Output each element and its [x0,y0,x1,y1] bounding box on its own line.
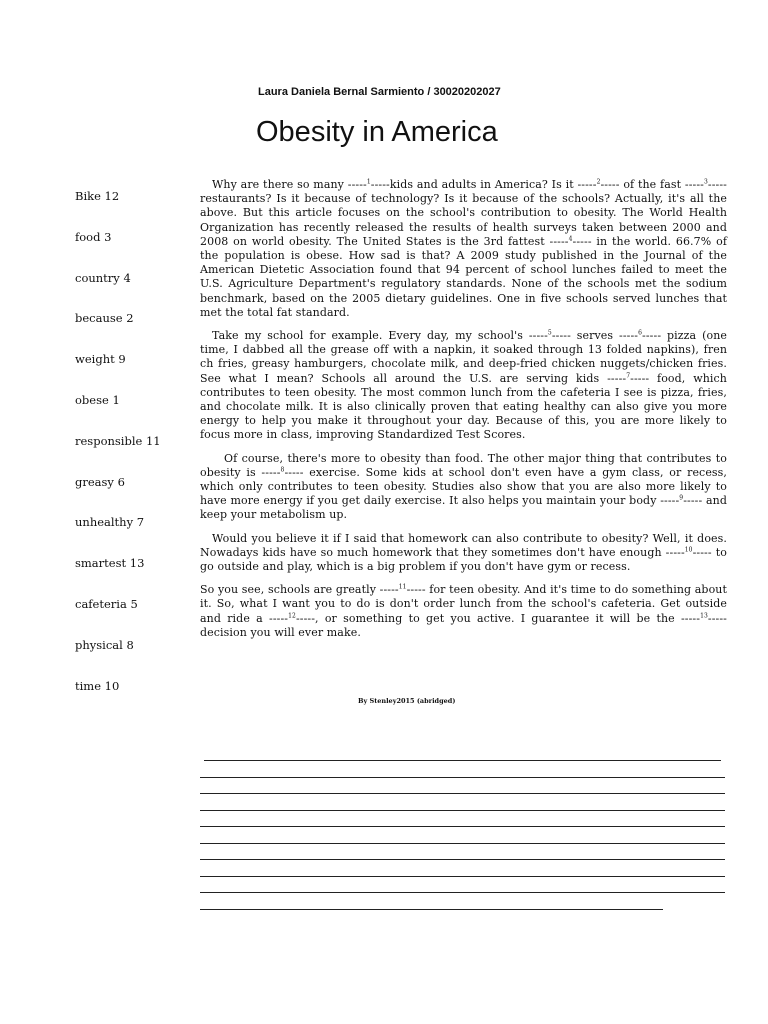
paragraph-text: Would you believe it if I said that homework can also contribute to obesity? Well, it does. Nowadays kids have so much homework that they sometimes don't have enough ----- [200,531,727,559]
blank-number: 11 [398,583,407,591]
blank-number: 6 [638,329,643,337]
paragraph-text: ----- restaurants? Is it because of technology? Is it because of the schools? Actually, it's all the above. But this article focuses on the school's contribution to obesity. The World Health Organization has recently released the results of health surveys taken between 2000 and 2008 on world obesity. The United States is the 3rd fattest ----- [200,178,727,248]
word-bank-item: because 2 [75,311,134,326]
word-bank-item: obese 1 [75,392,120,407]
article-paragraph [200,532,727,575]
writing-line [200,777,725,778]
paragraph-text: ----- for teen obesity. And it's time to do something about it. So, what I want you to do is don't order lunch from the school's cafeteria. Get outside and ride a ----- [200,583,727,625]
word-bank-item: Bike 12 [75,189,120,203]
paragraph-text: ----- and keep your metabolism up. [200,494,727,522]
blank-number: 1 [366,178,371,186]
writing-line [200,909,663,910]
writing-line [200,810,725,811]
blank-number: 8 [280,466,285,474]
writing-line [200,793,725,794]
writing-line [200,892,725,893]
word-bank-item: country 4 [75,270,131,285]
writing-line [200,826,725,827]
blank-number: 7 [626,371,631,379]
article-paragraph [200,452,727,523]
paragraph-text: ----- serves ----- [551,329,639,343]
blank-number: 5 [547,329,552,337]
word-bank-item: responsible 11 [75,433,161,448]
paragraph-text: ----- decision you will ever make. [200,611,727,639]
paragraph-text: ----- pizza (one time, I dabbed all the grease off with a napkin, it soaked through 13 folded napkins), fren ch fries, greasy hamburgers, chocolate milk, and deep-fried chicken nuggets/chicken fries. See what I mean? Schools all around the U.S. are serving kids ----- [200,329,727,385]
paragraph-text: -----kids and adults in America? Is it ----- [370,178,597,191]
blank-number: 12 [288,612,296,620]
word-bank-item: cafeteria 5 [75,596,138,611]
page-title: Obesity in America [256,116,498,148]
paragraph-text: ----- exercise. Some kids at school don't even have a gym class, or recess, which only contributes to teen obesity. Studies also show that you are also more likely to have more energy if you get daily exercise. It also helps you maintain your body ----- [200,465,728,508]
paragraph-text: Of course, there's more to obesity than food. The other major thing that contributes to obesity is ----- [200,451,727,479]
word-bank [75,188,195,718]
article-paragraph [200,583,727,640]
blank-number: 10 [684,546,693,554]
paragraph-text: ----- to go outside and play, which is a big problem if you don't have gym or recess. [200,545,727,574]
writing-line [200,843,725,844]
writing-line [204,760,721,761]
blank-number: 2 [596,178,601,186]
article-paragraph [200,329,727,443]
paragraph-text: Why are there so many ----- [212,178,367,191]
word-bank-item: physical 8 [75,637,134,652]
paragraph-text: ----- food, which contributes to teen obesity. The most common lunch from the cafeteria I see is pizza, fries, and chocolate milk. It is also clinically proven that eating healthy can also give you more energy to help you make it throughout your day. Because of this, you are more likely to focus more in class, improving Standardized Test Scores. [200,371,727,442]
byline: By Stenley2015 (abridged) [358,697,456,705]
paragraph-text: ----- of the fast ----- [600,178,704,191]
word-bank-item: weight 9 [75,352,126,367]
paragraph-text: ----- in the world. 66.7% of the population is obese. How sad is that? A 2009 study published in the Journal of the American Dietetic Association found that 94 percent of school lunches failed to meet the U.S. Agriculture Department's regulatory standards. None of the schools met the sodium benchmark, based on the 2005 dietary guidelines. One in five schools served lunches that met the total fat standard. [200,234,727,319]
writing-line [200,859,725,860]
article-paragraph [200,178,727,320]
author-line: Laura Daniela Bernal Sarmiento / 30020202027 [258,86,501,98]
word-bank-item: time 10 [75,678,120,693]
paragraph-text: So you see, schools are greatly ----- [200,583,399,597]
paragraph-text: -----, or something to get you active. I guarantee it will be the ----- [295,611,701,625]
writing-line [200,876,725,877]
paragraph-text: Take my school for example. Every day, my school's ----- [212,329,548,343]
blank-number: 3 [703,178,708,186]
word-bank-item: greasy 6 [75,474,125,489]
article-body [200,178,727,649]
blank-number: 13 [700,612,708,620]
blank-number: 9 [679,494,684,502]
word-bank-item: food 3 [75,229,112,244]
word-bank-item: smartest 13 [75,556,145,571]
word-bank-item: unhealthy 7 [75,515,145,530]
blank-number: 4 [568,235,573,243]
